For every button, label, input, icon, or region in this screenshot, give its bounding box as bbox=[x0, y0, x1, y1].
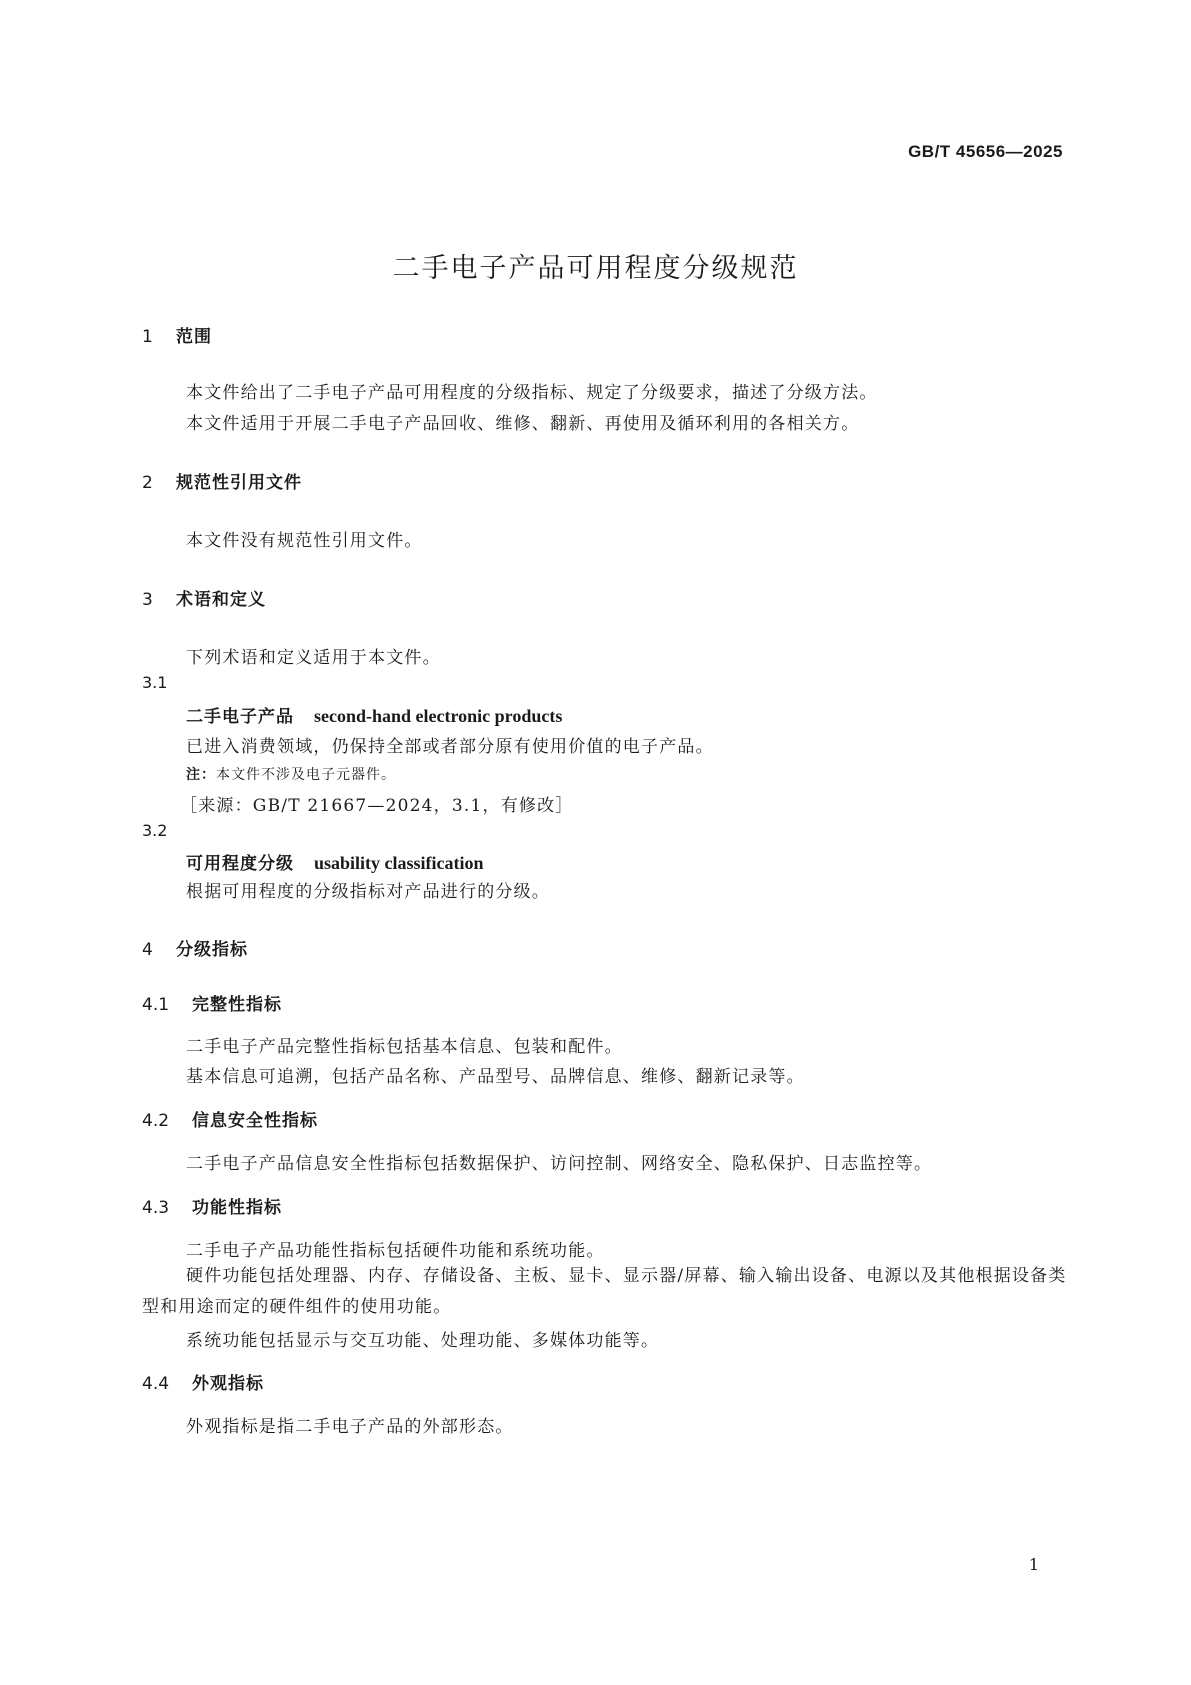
section-title: 信息安全性指标 bbox=[192, 1111, 318, 1131]
section-title: 外观指标 bbox=[192, 1374, 264, 1394]
paragraph: 基本信息可追溯，包括产品名称、产品型号、品牌信息、维修、翻新记录等。 bbox=[186, 1067, 805, 1087]
note-label: 注： bbox=[186, 767, 216, 783]
subsection-heading-4-1 bbox=[142, 990, 282, 1015]
paragraph: 外观指标是指二手电子产品的外部形态。 bbox=[186, 1417, 514, 1437]
term-definition: 已进入消费领域，仍保持全部或者部分原有使用价值的电子产品。 bbox=[186, 737, 714, 757]
term-zh: 二手电子产品 bbox=[186, 707, 294, 727]
term-source: ［来源：GB/T 21667—2024，3.1，有修改］ bbox=[180, 796, 574, 816]
document-title: 二手电子产品可用程度分级规范 bbox=[392, 253, 799, 284]
section-number: 1 bbox=[142, 327, 153, 347]
section-heading-1 bbox=[142, 322, 212, 347]
section-number: 4.4 bbox=[142, 1374, 170, 1394]
section-number: 2 bbox=[142, 473, 153, 493]
section-title: 术语和定义 bbox=[176, 590, 266, 610]
standard-number: GB/T 45656—2025 bbox=[908, 142, 1063, 161]
term-zh: 可用程度分级 bbox=[186, 854, 294, 874]
paragraph: 二手电子产品功能性指标包括硬件功能和系统功能。 bbox=[186, 1241, 605, 1261]
term-entry bbox=[186, 849, 484, 874]
section-number: 4.2 bbox=[142, 1111, 170, 1131]
section-number: 4 bbox=[142, 940, 153, 960]
section-title: 完整性指标 bbox=[192, 995, 282, 1015]
page-number: 1 bbox=[1028, 1555, 1039, 1574]
section-title: 功能性指标 bbox=[192, 1198, 282, 1218]
note-text: 本文件不涉及电子元器件。 bbox=[216, 767, 396, 783]
term-number: 3.1 bbox=[142, 673, 168, 692]
subsection-heading-4-4 bbox=[142, 1369, 264, 1394]
paragraph-wrapped: 硬件功能包括处理器、内存、存储设备、主板、显卡、显示器/屏幕、输入输出设备、电源以及其他根据设备类型和用途而定的硬件组件的使用功能。 bbox=[142, 1266, 1067, 1317]
section-number: 4.3 bbox=[142, 1198, 170, 1218]
section-title: 范围 bbox=[176, 327, 212, 347]
section-number: 3 bbox=[142, 590, 153, 610]
section-heading-3 bbox=[142, 585, 266, 610]
paragraph: 本文件适用于开展二手电子产品回收、维修、翻新、再使用及循环利用的各相关方。 bbox=[186, 414, 860, 434]
term-en: usability classification bbox=[314, 853, 484, 873]
term-entry bbox=[186, 702, 562, 727]
paragraph: 二手电子产品完整性指标包括基本信息、包装和配件。 bbox=[186, 1037, 623, 1057]
paragraph: 二手电子产品信息安全性指标包括数据保护、访问控制、网络安全、隐私保护、日志监控等。 bbox=[186, 1154, 933, 1174]
section-heading-4 bbox=[142, 935, 248, 960]
section-number: 4.1 bbox=[142, 995, 170, 1015]
term-note bbox=[186, 764, 396, 784]
paragraph: 系统功能包括显示与交互功能、处理功能、多媒体功能等。 bbox=[186, 1331, 660, 1351]
subsection-heading-4-2 bbox=[142, 1106, 318, 1131]
paragraph: 本文件给出了二手电子产品可用程度的分级指标、规定了分级要求，描述了分级方法。 bbox=[186, 383, 878, 403]
term-en: second-hand electronic products bbox=[314, 706, 563, 726]
term-number: 3.2 bbox=[142, 821, 168, 840]
term-definition: 根据可用程度的分级指标对产品进行的分级。 bbox=[186, 882, 550, 902]
paragraph: 下列术语和定义适用于本文件。 bbox=[186, 648, 441, 668]
section-title: 规范性引用文件 bbox=[176, 473, 302, 493]
paragraph: 本文件没有规范性引用文件。 bbox=[186, 531, 423, 551]
subsection-heading-4-3 bbox=[142, 1193, 282, 1218]
section-title: 分级指标 bbox=[176, 940, 248, 960]
section-heading-2 bbox=[142, 468, 302, 493]
